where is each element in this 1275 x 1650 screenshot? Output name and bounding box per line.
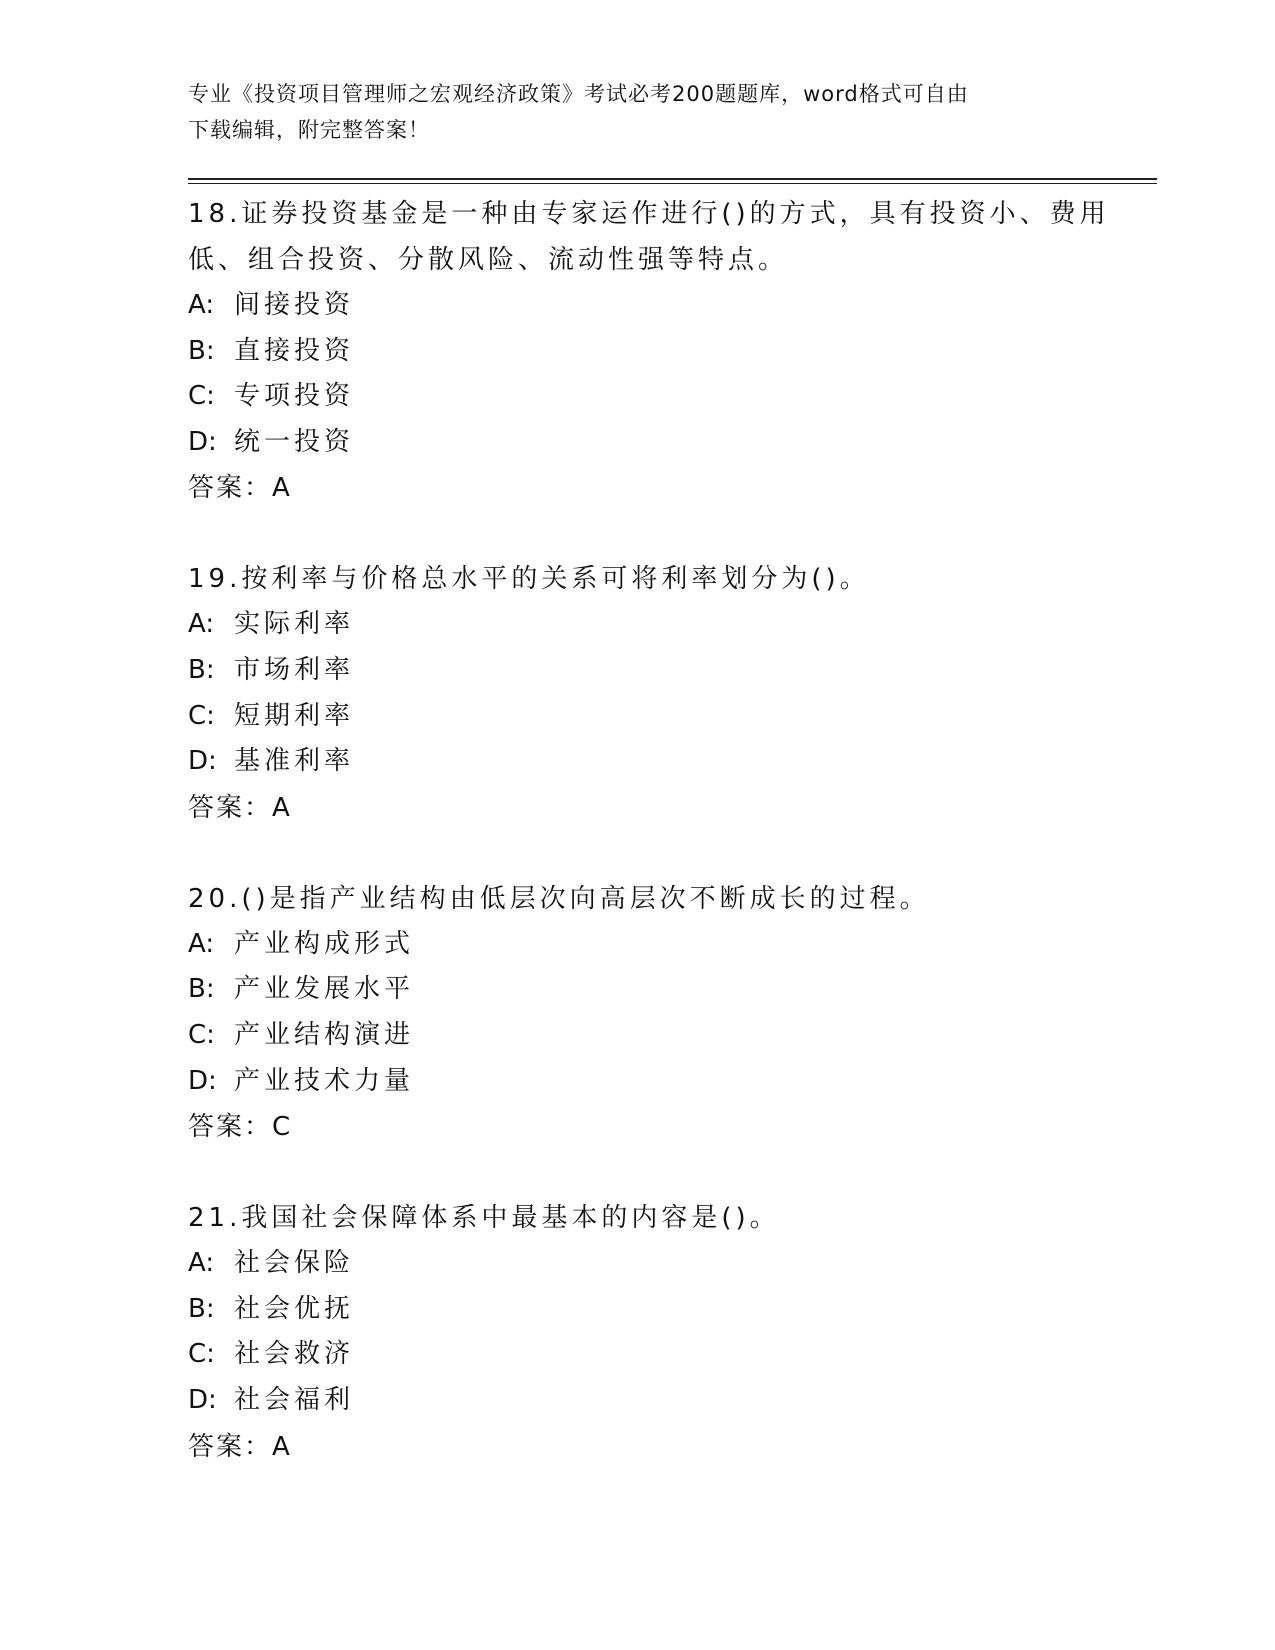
option-text: 统一投资 bbox=[234, 426, 355, 457]
answer-label: 答案： bbox=[188, 1112, 273, 1143]
header-divider-thick bbox=[188, 178, 1157, 180]
option-c bbox=[188, 1013, 1088, 1059]
option-b bbox=[188, 1287, 1088, 1333]
answer-value: C bbox=[272, 1112, 291, 1143]
option-text: 社会优抚 bbox=[234, 1293, 355, 1324]
question-text-line: 19.按利率与价格总水平的关系可将利率划分为()。 bbox=[188, 564, 870, 595]
option-a bbox=[188, 922, 1088, 968]
option-d bbox=[188, 1059, 1088, 1105]
option-letter: A: bbox=[188, 290, 215, 320]
question-21 bbox=[188, 1195, 1088, 1469]
option-letter: D: bbox=[188, 1384, 217, 1415]
option-text: 产业技术力量 bbox=[234, 1065, 415, 1096]
option-d bbox=[188, 739, 1088, 785]
option-letter: C: bbox=[188, 1339, 215, 1370]
option-d bbox=[188, 1378, 1088, 1424]
option-b bbox=[188, 329, 1088, 375]
question-text bbox=[188, 876, 1088, 922]
option-letter: B: bbox=[188, 1293, 215, 1324]
option-letter: B: bbox=[188, 335, 215, 366]
option-c bbox=[188, 374, 1088, 420]
answer-line bbox=[188, 1424, 1088, 1470]
option-text: 产业构成形式 bbox=[234, 928, 415, 959]
option-text: 产业发展水平 bbox=[234, 974, 415, 1005]
answer-value: A bbox=[272, 792, 290, 823]
header-line-1: 专业《投资项目管理师之宏观经济政策》考试必考200题题库，word格式可自由 bbox=[188, 82, 969, 106]
answer-line bbox=[188, 785, 1088, 831]
header-line-2: 下载编辑，附完整答案！ bbox=[188, 118, 430, 142]
option-letter: C: bbox=[188, 381, 215, 412]
option-a bbox=[188, 283, 1088, 329]
option-c bbox=[188, 1332, 1088, 1378]
option-letter: C: bbox=[188, 1019, 215, 1050]
question-text bbox=[188, 191, 1110, 283]
option-text: 社会福利 bbox=[234, 1384, 355, 1415]
answer-label: 答案： bbox=[188, 1431, 273, 1462]
option-b bbox=[188, 648, 1088, 694]
option-letter: A: bbox=[188, 928, 215, 959]
question-20 bbox=[188, 876, 1088, 1150]
question-18 bbox=[188, 191, 1110, 511]
option-text: 直接投资 bbox=[234, 335, 355, 366]
option-letter: B: bbox=[188, 654, 215, 685]
option-text: 市场利率 bbox=[234, 654, 355, 685]
option-text: 短期利率 bbox=[234, 700, 355, 731]
option-letter: D: bbox=[188, 746, 217, 777]
option-letter: A: bbox=[188, 1248, 215, 1279]
option-letter: C: bbox=[188, 700, 215, 731]
option-b bbox=[188, 967, 1088, 1013]
option-text: 社会保险 bbox=[234, 1248, 355, 1279]
answer-value: A bbox=[272, 473, 290, 504]
option-text: 专项投资 bbox=[234, 381, 355, 412]
question-text bbox=[188, 556, 1088, 602]
question-text-line: 21.我国社会保障体系中最基本的内容是()。 bbox=[188, 1203, 780, 1234]
option-letter: A: bbox=[188, 609, 215, 640]
option-text: 实际利率 bbox=[234, 609, 355, 640]
question-spacer bbox=[188, 831, 1088, 876]
document-header bbox=[188, 76, 1088, 148]
option-c bbox=[188, 694, 1088, 740]
option-text: 产业结构演进 bbox=[234, 1019, 415, 1050]
option-text: 基准利率 bbox=[234, 746, 355, 777]
question-text-line: 18.证券投资基金是一种由专家运作进行()的方式，具有投资小、费用 bbox=[188, 199, 1110, 229]
answer-line bbox=[188, 465, 1088, 511]
question-spacer bbox=[188, 511, 1088, 556]
question-list bbox=[188, 191, 1110, 1470]
answer-line bbox=[188, 1104, 1088, 1150]
question-19 bbox=[188, 556, 1088, 830]
option-letter: B: bbox=[188, 974, 215, 1005]
option-a bbox=[188, 602, 1088, 648]
question-text bbox=[188, 1195, 1088, 1241]
answer-label: 答案： bbox=[188, 473, 273, 504]
answer-label: 答案： bbox=[188, 792, 273, 823]
option-d bbox=[188, 420, 1088, 466]
option-text: 社会救济 bbox=[234, 1339, 355, 1370]
question-text-line: 低、组合投资、分散风险、流动性强等特点。 bbox=[188, 245, 789, 275]
answer-value: A bbox=[272, 1431, 290, 1462]
option-letter: D: bbox=[188, 426, 217, 457]
option-a bbox=[188, 1241, 1088, 1287]
option-text: 间接投资 bbox=[234, 290, 355, 320]
question-text-line: 20.()是指产业结构由低层次向高层次不断成长的过程。 bbox=[188, 883, 930, 914]
header-divider-thin bbox=[188, 183, 1157, 184]
option-letter: D: bbox=[188, 1065, 217, 1096]
question-spacer bbox=[188, 1150, 1088, 1195]
